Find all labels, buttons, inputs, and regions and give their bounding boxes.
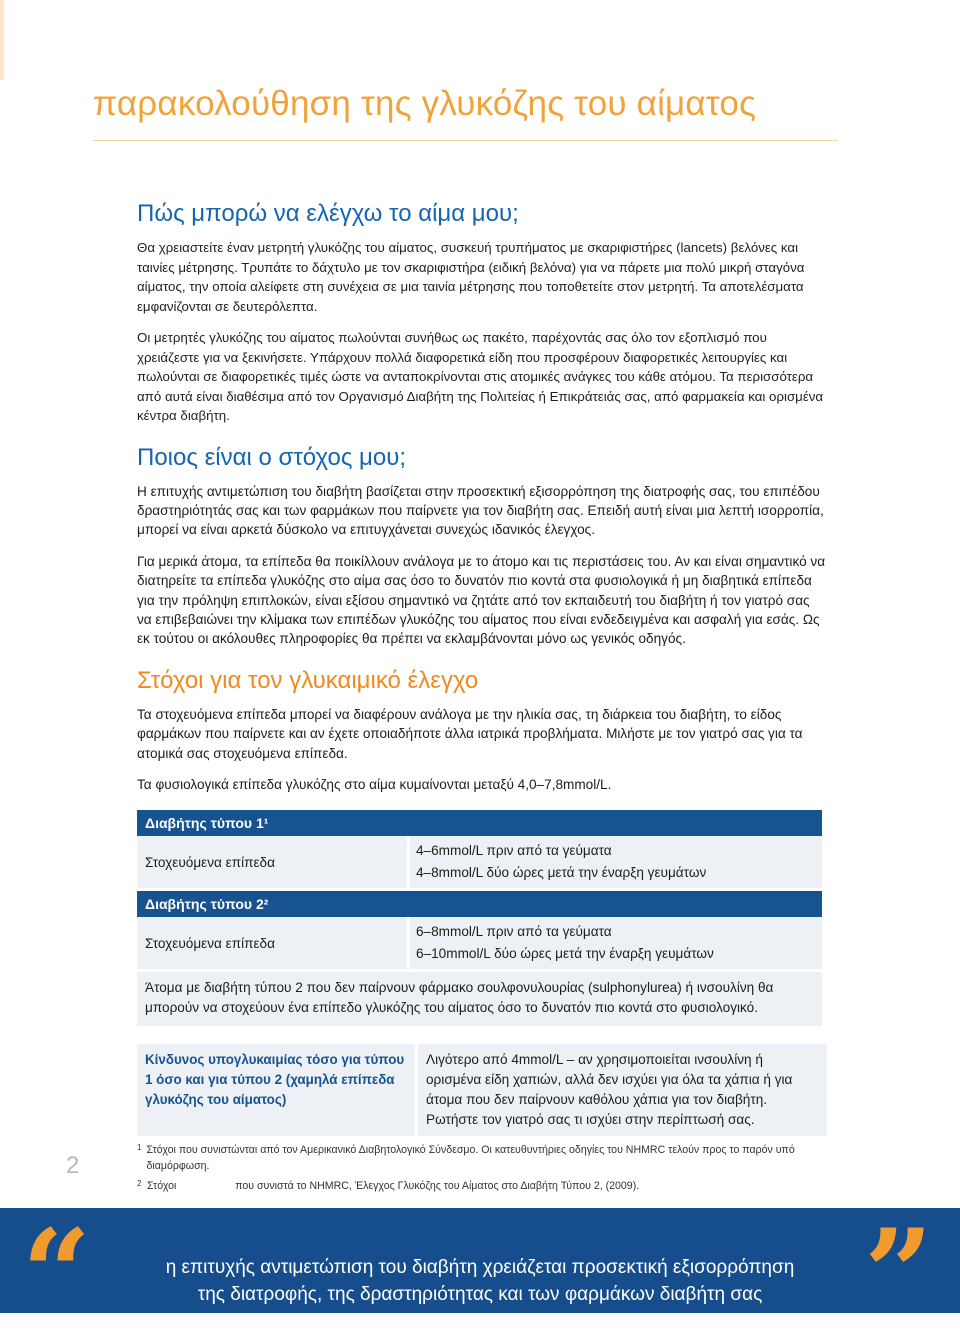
type2-values: [407, 917, 822, 969]
footnotes: [137, 1142, 827, 1194]
type2-value-before-meals: 6–8mmol/L πριν από τα γεύματα: [416, 924, 612, 940]
footnote-1-text: Στόχοι που συνιστώνται από τον Αμερικανικό Διαβητολογικό Σύνδεσμο. Οι κατευθυντήριες οδηγίες του NHMRC τελούν προς το παρόν υπό διαμόρφωση.: [146, 1144, 795, 1172]
footnote-1-number: 1: [137, 1143, 142, 1152]
section-heading-my-target: Ποιος είναι ο στόχος μου;: [137, 443, 407, 471]
type1-label: Στοχευόμενα επίπεδα: [145, 854, 275, 870]
type2-heading: Διαβήτης τύπου 2²: [137, 891, 822, 917]
type2-label: Στοχευόμενα επίπεδα: [145, 935, 275, 951]
banner-line-1: η επιτυχής αντιμετώπιση του διαβήτη χρειάζεται προσεκτική εξισορρόπηση: [165, 1257, 795, 1278]
title-divider: [93, 140, 838, 141]
targets-table: [137, 810, 822, 1026]
footnote-1: [137, 1142, 827, 1174]
paragraph-normal-range: Τα φυσιολογικά επίπεδα γλυκόζης στο αίμα κυμαίνονται μεταξύ 4,0–7,8mmol/L.: [137, 776, 612, 792]
hypoglycaemia-label: Κίνδυνος υπογλυκαιμίας τόσο για τύπου 1 όσο και για τύπου 2 (χαμηλά επίπεδα γλυκόζης του αίματος): [137, 1044, 418, 1136]
hypoglycaemia-box: [137, 1044, 827, 1136]
section-heading-glycaemic-targets: Στόχοι για τον γλυκαιμικό έλεγχο: [137, 666, 479, 694]
type2-note: Άτομα με διαβήτη τύπου 2 που δεν παίρνουν φάρμακο σουλφονυλουρίας (sulphonylurea) ή ινσουλίνη θα μπορούν να στοχεύουν ένα επίπεδο γλυκόζης του αίματος όσο το δυνατόν πιο κοντά στο φυσιολογικό.: [137, 972, 822, 1026]
type1-value-after-meals: 4–8mmol/L δύο ώρες μετά την έναρξη γευμάτων: [416, 865, 707, 881]
close-quote-icon: ”: [864, 1203, 934, 1344]
paragraph-individual-levels: Για μερικά άτομα, τα επίπεδα θα ποικίλλουν ανάλογα με το άτομο και τις περιστάσεις του. Αν και είναι σημαντικό να διατηρείτε τα επίπεδα γλυκόζης στο αίμα σας όσο το δυνατόν πιο κοντά στα φυσιολογικά ή μη διαβητικά επίπεδα για την πρόληψη επιπλοκών, είναι εξίσου σημαντικό να ζητάτε από τον εκπαιδευτή του διαβήτη ή τον γιατρό σας να επιβεβαιώνει την κλίμακα των επιπέδων γλυκόζης του αίματος που είναι ενδεδειγμένα και ασφαλή για εσάς. Ως εκ τούτου οι ακόλουθες πληροφορίες θα πρέπει να εκλαμβάνονται μόνο ως γενικός οδηγός.: [137, 553, 826, 647]
section-heading-check-blood: Πώς μπορώ να ελέγχω το αίμα μου;: [137, 200, 519, 227]
type1-values: [407, 836, 822, 888]
paragraph-equipment: Θα χρειαστείτε έναν μετρητή γλυκόζης του αίματος, συσκευή τρυπήματος με σκαριφιστήρες (lancets) βελόνες και ταινίες μέτρησης. Τρυπάτε το δάχτυλο με τον σκαριφιστήρα (ειδική βελόνα) για να πάρετε μια πολύ μικρή σταγόνα αίματος, την οποία αλείφετε στη συνέχεια σε μια ταινία μέτρησης που τοποθετείτε στον μετρητή. Τα αποτελέσματα εμφανίζονται σε δευτερόλεπτα.: [137, 240, 805, 314]
type1-row: [137, 836, 822, 891]
page-title: παρακολούθηση της γλυκόζης του αίματος: [93, 84, 757, 123]
footnote-2-text: Στόχοι που συνιστά το NHMRC, Έλεγχος Γλυκόζης του Αίματος στο Διαβήτη Τύπου 2, (2009).: [147, 1180, 640, 1192]
page-edge-accent: [0, 0, 4, 80]
footnote-2: [137, 1178, 827, 1194]
banner-quote-text: [100, 1254, 860, 1308]
paragraph-meters: Οι μετρητές γλυκόζης του αίματος πωλούνται συνήθως ως πακέτο, παρέχοντάς σας όλο τον εξοπλισμό που χρειάζεστε για να ξεκινήσετε. Υπάρχουν πολλά διαφορετικά είδη που προσφέρουν διαφορετικές λειτουργίες και πωλούνται σε διαφορετικές τιμές ώστε να ανταποκρίνονται στις ατομικές ανάγκες του κάθε ατόμου. Τα περισσότερα από αυτά είναι διαθέσιμα από τον Οργανισμό Διαβήτη της Πολιτείας ή Επικράτειάς σας, από φαρμακεία και ορισμένα κέντρα διαβήτη.: [137, 330, 824, 423]
page-number: 2: [66, 1152, 80, 1179]
footnote-2-number: 2: [137, 1179, 142, 1188]
paragraph-balance: Η επιτυχής αντιμετώπιση του διαβήτη βασίζεται στην προσεκτική εξισορρόπηση της διατροφής σας, του επιπέδου δραστηριότητάς σας και των φαρμάκων που παίρνετε για τον διαβήτη σας. Επειδή αυτή είναι μια λεπτή ισορροπία, μπορεί να είναι αρκετά δύσκολο να επιτυγχάνεται συνεχώς ιδανικός έλεγχος.: [137, 483, 824, 538]
paragraph-target-variation: Τα στοχευόμενα επίπεδα μπορεί να διαφέρουν ανάλογα με την ηλικία σας, τη διάρκεια του διαβήτη, το είδος φαρμάκων που παίρνετε και αν έχετε οποιαδήποτε άλλα ιατρικά προβλήματα. Μιλήστε με τον γιατρό σας για τα ατομικά σας στοχευόμενα επίπεδα.: [137, 706, 803, 761]
type2-value-after-meals: 6–10mmol/L δύο ώρες μετά την έναρξη γευμάτων: [416, 946, 714, 962]
main-content: [137, 198, 827, 1136]
hypoglycaemia-text: Λιγότερο από 4mmol/L – αν χρησιμοποιείται ινσουλίνη ή ορισμένα είδη χαπιών, αλλά δεν ισχύει για όλα τα χάπια ή για άτομα που δεν παίρνουν καθόλου χάπια για τον διαβήτη. Ρωτήστε τον γιατρό σας τι ισχύει στην περίπτωσή σας.: [426, 1052, 793, 1128]
type1-heading: Διαβήτης τύπου 1¹: [137, 810, 822, 836]
type2-row: [137, 917, 822, 972]
type1-value-before-meals: 4–6mmol/L πριν από τα γεύματα: [416, 843, 612, 859]
banner-line-2: της διατροφής, της δραστηριότητας και των φαρμάκων διαβήτη σας: [197, 1284, 763, 1305]
open-quote-icon: “: [22, 1203, 92, 1344]
